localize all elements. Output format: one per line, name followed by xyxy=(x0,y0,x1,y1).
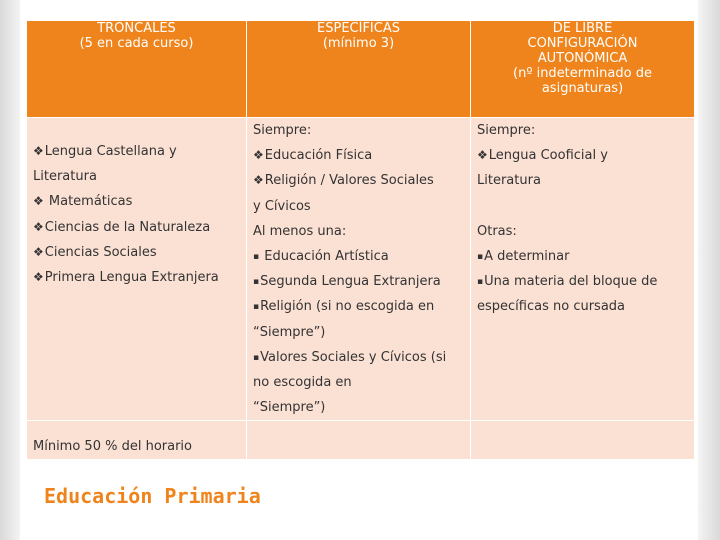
list-item: ❖Ciencias de la Naturaleza xyxy=(33,219,211,235)
siempre-label: Siempre: xyxy=(477,123,536,138)
header-especificas-line-1: ESPECÍFICAS xyxy=(317,21,400,36)
header-libre-line-3: AUTONÓMICA xyxy=(537,51,628,66)
square-bullet-icon: ▪ xyxy=(477,277,484,288)
header-row xyxy=(27,21,695,118)
list-item: ▪ Educación Artística xyxy=(253,248,389,264)
content-row xyxy=(27,118,695,421)
diamond-bullet-icon: ❖ xyxy=(253,173,264,188)
list-item: ❖Educación Física xyxy=(253,148,373,164)
header-troncales-line-1: TRONCALES xyxy=(97,21,176,36)
header-libre-line-2: CONFIGURACIÓN xyxy=(527,36,638,51)
list-item: ❖Primera Lengua Extranjera xyxy=(33,269,219,285)
bottom-row xyxy=(27,421,695,460)
right-edge-shadow xyxy=(698,0,720,540)
libre-cell xyxy=(471,118,695,421)
list-item: ▪Una materia del bloque de xyxy=(477,274,658,290)
left-edge-shadow xyxy=(0,0,20,540)
list-item: ❖Lengua Cooficial y xyxy=(477,148,608,164)
header-troncales-line-2: (5 en cada curso) xyxy=(79,36,194,51)
list-item: ▪Segunda Lengua Extranjera xyxy=(253,274,441,290)
siempre-label: Siempre: xyxy=(253,123,312,138)
diamond-bullet-icon: ❖ xyxy=(33,194,44,209)
diamond-bullet-icon: ❖ xyxy=(33,244,44,259)
list-item-continuation: específicas no cursada xyxy=(477,299,626,315)
square-bullet-icon: ▪ xyxy=(253,302,260,313)
otras-label: Otras: xyxy=(477,223,517,239)
diamond-bullet-icon: ❖ xyxy=(33,144,44,158)
page-title: Educación Primaria xyxy=(44,484,261,508)
square-bullet-icon: ▪ xyxy=(253,277,260,288)
header-especificas xyxy=(247,21,471,118)
subjects-table xyxy=(26,20,695,460)
list-item: ❖Ciencias Sociales xyxy=(33,244,157,260)
empty-cell xyxy=(471,421,695,460)
diamond-bullet-icon: ❖ xyxy=(253,148,264,163)
list-item: ▪Religión (si no escogida en xyxy=(253,299,435,315)
square-bullet-icon: ▪ xyxy=(253,251,260,262)
almenos-label: Al menos una: xyxy=(253,223,347,239)
diamond-bullet-icon: ❖ xyxy=(33,219,44,234)
especificas-cell xyxy=(247,118,471,421)
empty-cell xyxy=(247,421,471,460)
header-libre-line-1: DE LIBRE xyxy=(552,21,613,36)
list-item: ❖ Matemáticas xyxy=(33,194,133,210)
list-item-continuation: “Siempre”) xyxy=(253,324,326,340)
list-item-continuation: “Siempre”) xyxy=(253,400,326,416)
square-bullet-icon: ▪ xyxy=(253,352,260,363)
header-libre-line-4: (nº indeterminado de xyxy=(513,66,652,81)
list-item: ▪Valores Sociales y Cívicos (si xyxy=(253,349,447,365)
header-troncales xyxy=(27,21,247,118)
list-item-continuation: y Cívicos xyxy=(253,198,311,214)
list-item: ❖Lengua Castellana y xyxy=(33,144,177,159)
square-bullet-icon: ▪ xyxy=(477,251,484,262)
troncales-cell xyxy=(27,118,247,421)
diamond-bullet-icon: ❖ xyxy=(477,148,488,163)
list-item: ▪A determinar xyxy=(477,248,570,264)
list-item-continuation: no escogida en xyxy=(253,374,352,390)
list-item-continuation: Literatura xyxy=(33,169,97,185)
troncales-note-cell xyxy=(27,421,247,460)
diamond-bullet-icon: ❖ xyxy=(33,269,44,284)
list-item-continuation: Literatura xyxy=(477,173,541,189)
list-item: ❖Religión / Valores Sociales xyxy=(253,173,434,189)
header-libre-configuracion xyxy=(471,21,695,118)
horario-note: Mínimo 50 % del horario xyxy=(33,439,192,455)
header-libre-line-5: asignaturas) xyxy=(541,81,624,96)
header-especificas-line-2: (mínimo 3) xyxy=(322,36,395,51)
